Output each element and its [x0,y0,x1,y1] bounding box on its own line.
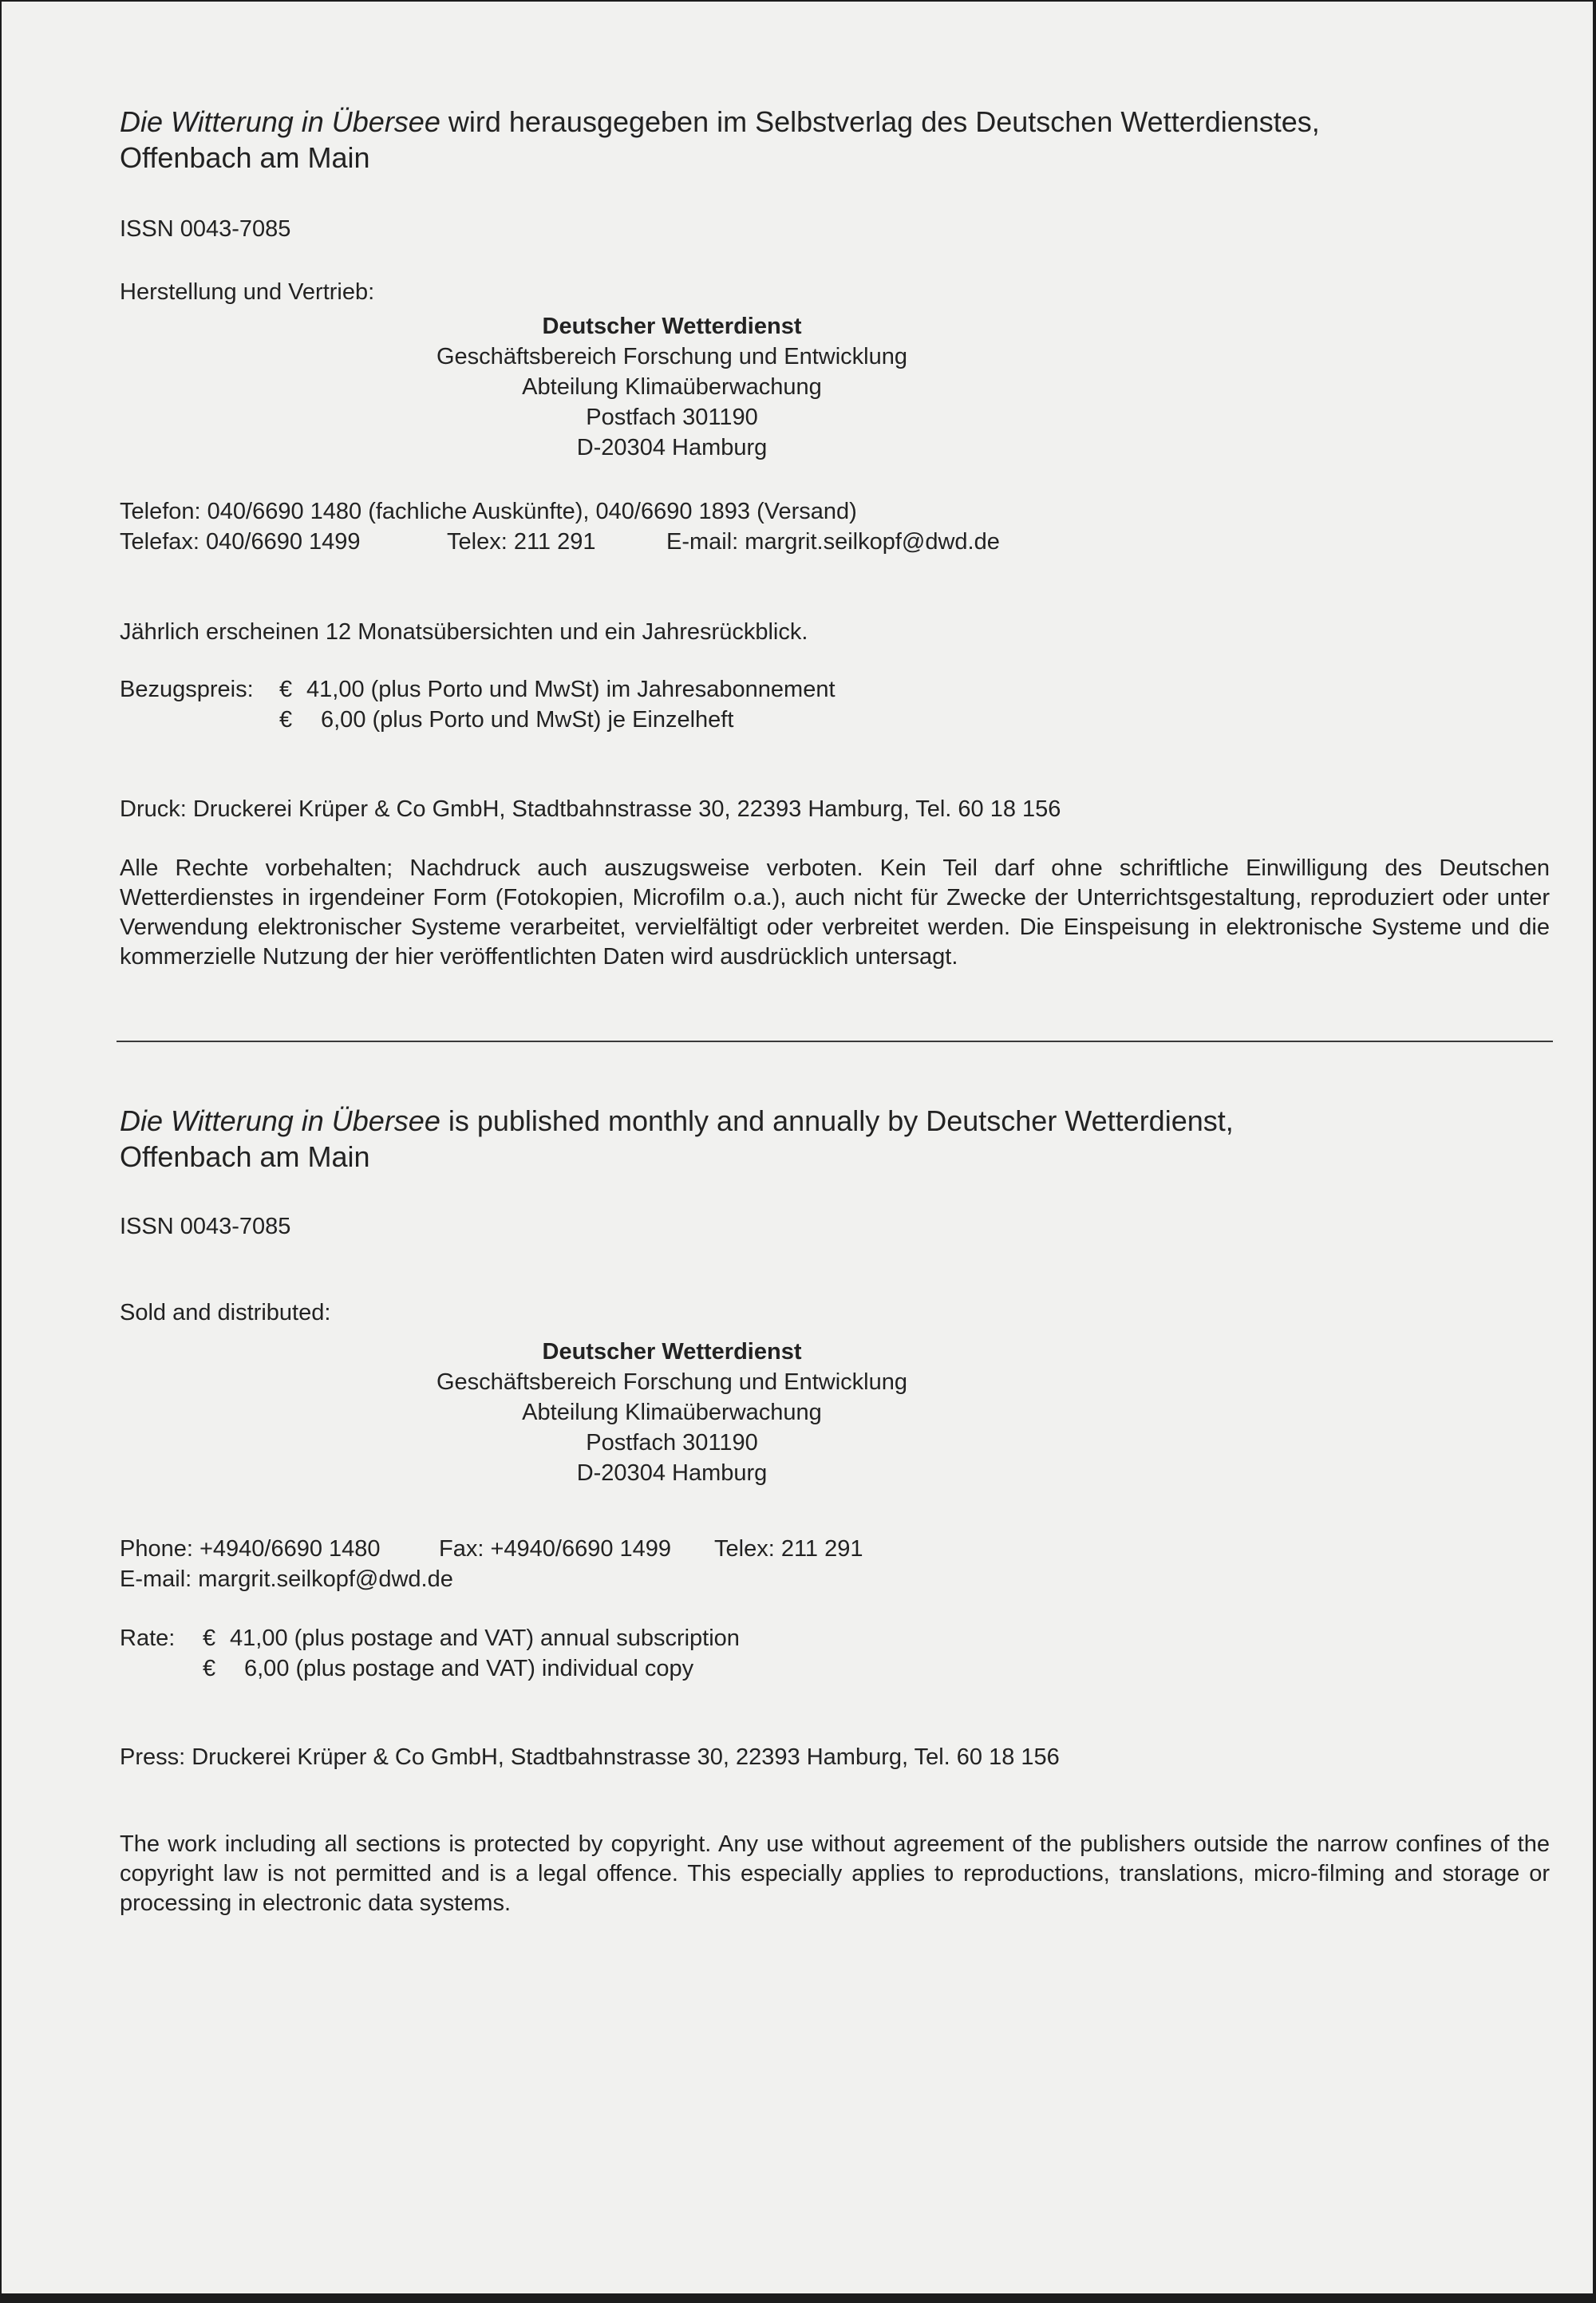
german-print: Druck: Druckerei Krüper & Co GmbH, Stadtbahnstrasse 30, 22393 Hamburg, Tel. 60 18 156 [120,796,1061,822]
euro-symbol: € [279,677,293,702]
german-address-block [361,311,983,463]
english-phone: Phone: +4940/6690 1480 [120,1536,381,1562]
german-rights: Alle Rechte vorbehalten; Nachdruck auch auszugsweise verboten. Kein Teil darf ohne schriftliche Einwilligung des Deutschen Wetterdienstes in irgendeiner Form (Fotokopien, Microfilm o.a.), auch nicht für Zwecke der Unterrichtsgestaltung, reproduziert oder unter Verwendung elektronischer Systeme verarbeitet, vervielfältigt oder verbreitet werden. Die Einspeisung in elektronische Systeme und die kommerzielle Nutzung der hier veröffentlichten Daten wird ausdrücklich untersagt. [120,855,1550,970]
english-phone-row [120,1534,863,1564]
address-line: Abteilung Klimaüberwachung [522,374,822,400]
english-telex: Telex: 211 291 [714,1536,863,1562]
english-title-line2: Offenbach am Main [120,1140,370,1173]
english-title [120,1103,1234,1175]
german-fax: Telefax: 040/6690 1499 [120,529,361,555]
address-org: Deutscher Wetterdienst [542,314,802,339]
german-frequency: Jährlich erscheinen 12 Monatsübersichten und ein Jahresrückblick. [120,619,808,645]
english-issn: ISSN 0043-7085 [120,1214,291,1239]
german-phone: Telefon: 040/6690 1480 (fachliche Auskünfte), 040/6690 1893 (Versand) [120,499,857,524]
german-title-line2: Offenbach am Main [120,141,370,174]
german-contact [120,496,1000,557]
address-line: Postfach 301190 [586,1430,758,1456]
publication-title: Die Witterung in Übersee [120,105,440,138]
german-price-line1: 41,00 (plus Porto und MwSt) im Jahresabonnement [306,677,836,702]
english-price-line1: 41,00 (plus postage and VAT) annual subscription [230,1626,740,1651]
german-issn: ISSN 0043-7085 [120,216,291,242]
german-title [120,104,1320,176]
english-fax: Fax: +4940/6690 1499 [439,1536,672,1562]
english-email: E-mail: margrit.seilkopf@dwd.de [120,1566,453,1592]
german-price-line2: 6,00 (plus Porto und MwSt) je Einzelheft [321,707,734,733]
address-line: Abteilung Klimaüberwachung [522,1400,822,1425]
address-line: D-20304 Hamburg [576,1460,768,1486]
english-title-line1: Die Witterung in Übersee is published monthly and annually by Deutscher Wetterdienst, [120,1104,1234,1137]
english-rights: The work including all sections is protected by copyright. Any use without agreement of the publishers outside the narrow confines of the copyright law is not permitted and is a legal offence. This especially applies to reproductions, translations, micro-filming and storage or processing in electronic data systems. [120,1831,1550,1916]
address-org: Deutscher Wetterdienst [542,1339,802,1365]
address-line: Geschäftsbereich Forschung und Entwicklung [437,344,907,369]
german-fax-row [120,527,1000,557]
address-line: D-20304 Hamburg [576,435,768,460]
euro-symbol: € [203,1626,216,1651]
german-title-line1: Die Witterung in Übersee wird herausgegeben im Selbstverlag des Deutschen Wetterdienstes, [120,105,1320,138]
german-price-label: Bezugspreis: [120,677,254,702]
english-price-label: Rate: [120,1626,176,1651]
english-price-line2: 6,00 (plus postage and VAT) individual copy [244,1656,694,1681]
publication-title: Die Witterung in Übersee [120,1104,440,1137]
euro-symbol: € [279,707,293,733]
page [2,2,1593,2293]
section-divider [117,1041,1553,1042]
euro-symbol: € [203,1656,216,1681]
english-distribution-label: Sold and distributed: [120,1300,331,1325]
english-address-block [361,1337,983,1488]
english-price [120,1623,740,1684]
german-telex: Telex: 211 291 [447,529,596,555]
english-contact [120,1534,863,1594]
address-line: Postfach 301190 [586,405,758,430]
german-price [120,674,836,735]
english-print: Press: Druckerei Krüper & Co GmbH, Stadtbahnstrasse 30, 22393 Hamburg, Tel. 60 18 156 [120,1744,1060,1770]
german-email: E-mail: margrit.seilkopf@dwd.de [666,529,1000,555]
german-distribution-label: Herstellung und Vertrieb: [120,279,375,305]
address-line: Geschäftsbereich Forschung und Entwicklung [437,1369,907,1395]
